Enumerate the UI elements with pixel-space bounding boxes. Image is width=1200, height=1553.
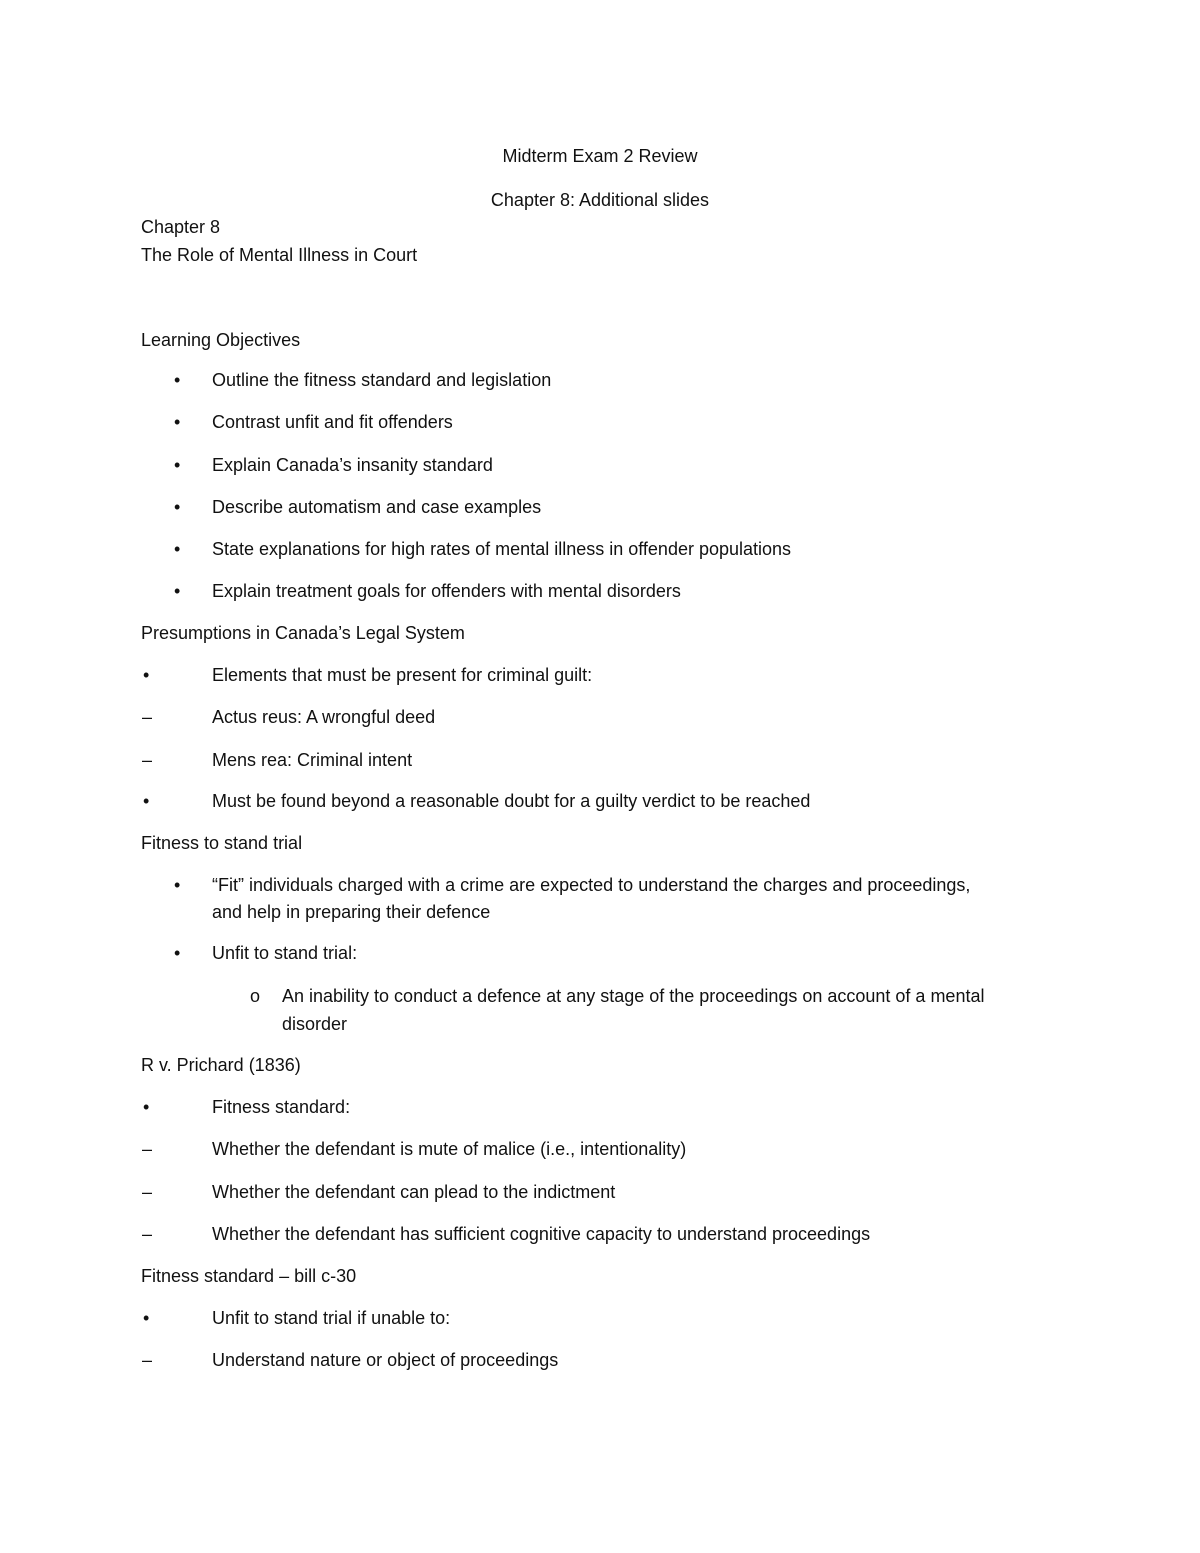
- prichard-heading: R v. Prichard (1836): [141, 1055, 301, 1075]
- dash-icon: –: [142, 1139, 153, 1159]
- dash-icon: –: [142, 1224, 153, 1244]
- objective-item: State explanations for high rates of mental illness in offender populations: [212, 539, 792, 559]
- objective-item: Explain Canada’s insanity standard: [212, 455, 493, 475]
- chapter-title: The Role of Mental Illness in Court: [141, 245, 418, 265]
- objective-item: Contrast unfit and fit offenders: [212, 412, 453, 432]
- objective-item: Describe automatism and case examples: [212, 497, 542, 517]
- fitness-subitem-line: An inability to conduct a defence at any stage of the proceedings on account of a mental: [282, 986, 985, 1006]
- prichard-item: Whether the defendant can plead to the indictment: [212, 1182, 616, 1202]
- presumption-item: Elements that must be present for criminal guilt:: [212, 665, 593, 685]
- bullet-icon: •: [174, 370, 181, 390]
- bill-item: Unfit to stand trial if unable to:: [212, 1308, 451, 1328]
- document-title: Midterm Exam 2 Review: [502, 146, 698, 166]
- dash-icon: –: [142, 707, 153, 727]
- bullet-icon: •: [174, 875, 181, 895]
- bullet-icon: •: [174, 497, 181, 517]
- bullet-icon: •: [143, 791, 150, 811]
- bullet-icon: •: [174, 943, 181, 963]
- document-subtitle: Chapter 8: Additional slides: [490, 190, 710, 210]
- presumption-item: Mens rea: Criminal intent: [212, 750, 413, 770]
- objective-item: Explain treatment goals for offenders with mental disorders: [212, 581, 681, 601]
- bullet-icon: •: [174, 412, 181, 432]
- fitness-item-line: Unfit to stand trial:: [212, 943, 358, 963]
- prichard-item: Fitness standard:: [212, 1097, 351, 1117]
- bill-item: Understand nature or object of proceedings: [212, 1350, 559, 1370]
- presumption-item: Must be found beyond a reasonable doubt for a guilty verdict to be reached: [212, 791, 811, 811]
- prichard-item: Whether the defendant has sufficient cognitive capacity to understand proceedings: [212, 1224, 871, 1244]
- dash-icon: –: [142, 750, 153, 770]
- fitness-heading: Fitness to stand trial: [141, 833, 303, 853]
- fitness-item-line: and help in preparing their defence: [212, 902, 491, 922]
- bullet-icon: •: [143, 1097, 150, 1117]
- presumption-item: Actus reus: A wrongful deed: [212, 707, 436, 727]
- bullet-icon: •: [174, 455, 181, 475]
- bill-heading: Fitness standard – bill c-30: [141, 1266, 357, 1286]
- bullet-icon: •: [143, 665, 150, 685]
- bullet-icon: •: [174, 581, 181, 601]
- fitness-subitem-line: disorder: [282, 1014, 348, 1034]
- circle-bullet-icon: o: [250, 986, 261, 1006]
- presumptions-heading: Presumptions in Canada’s Legal System: [141, 623, 465, 643]
- fitness-item-line: “Fit” individuals charged with a crime are expected to understand the charges and proceedings,: [212, 875, 971, 895]
- prichard-item: Whether the defendant is mute of malice (i.e., intentionality): [212, 1139, 687, 1159]
- learning-objectives-heading: Learning Objectives: [141, 330, 301, 350]
- dash-icon: –: [142, 1350, 153, 1370]
- dash-icon: –: [142, 1182, 153, 1202]
- objective-item: Outline the fitness standard and legislation: [212, 370, 552, 390]
- bullet-icon: •: [143, 1308, 150, 1328]
- chapter-label: Chapter 8: [141, 217, 221, 237]
- bullet-icon: •: [174, 539, 181, 559]
